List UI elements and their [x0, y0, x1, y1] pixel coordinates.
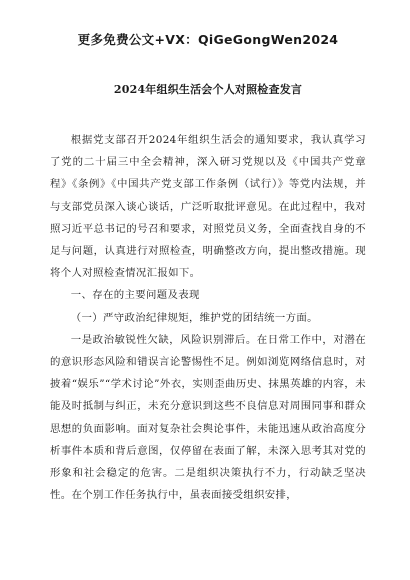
- document-body: [50, 129, 366, 506]
- document-title: 2024年组织生活会个人对照检查发言: [113, 83, 303, 96]
- section-heading: 一、存在的主要问题及表现: [70, 289, 200, 302]
- body-paragraph: 一是政治敏锐性欠缺，风险识别滞后。在日常工作中，对潜在的意识形态风险和错误言论警惕性不足。例如浏览网络信息时，对披着“娱乐”“学术讨论”外衣，实则歪曲历史、抹黑英雄的内容，未能及时抵制与纠正，未充分意识到这些不良信息对周围同事和群众思想的负面影响。面对复杂社会舆论事件，未能迅速从政治高度分析事件本质和背后意图，仅停留在表面了解，未深入思考其对党的形象和社会稳定的危害。二是组织决策执行不力，行动缺乏坚决性。在个别工作任务执行中，虽表面接受组织安排，: [50, 333, 366, 502]
- header-watermark-text: 更多免费公文+VX：QiGeGongWen2024: [77, 32, 339, 47]
- intro-paragraph: 根据党支部召开2024年组织生活会的通知要求，我认真学习了党的二十届三中全会精神，深入研习党规以及《中国共产党章程》《条例》《中国共产党支部工作条例（试行）》等党内法规，并与支部党员深入谈心谈话，广泛听取批评意见。在此过程中，我对照习近平总书记的号召和要求，对照党员义务，全面查找自身的不足与问题，认真进行对照检查，明确整改方向，提出整改措施。现将个人对照检查情况汇报如下。: [50, 134, 366, 280]
- subsection-heading: （一）严守政治纪律规矩，维护党的团结统一方面。: [70, 311, 318, 324]
